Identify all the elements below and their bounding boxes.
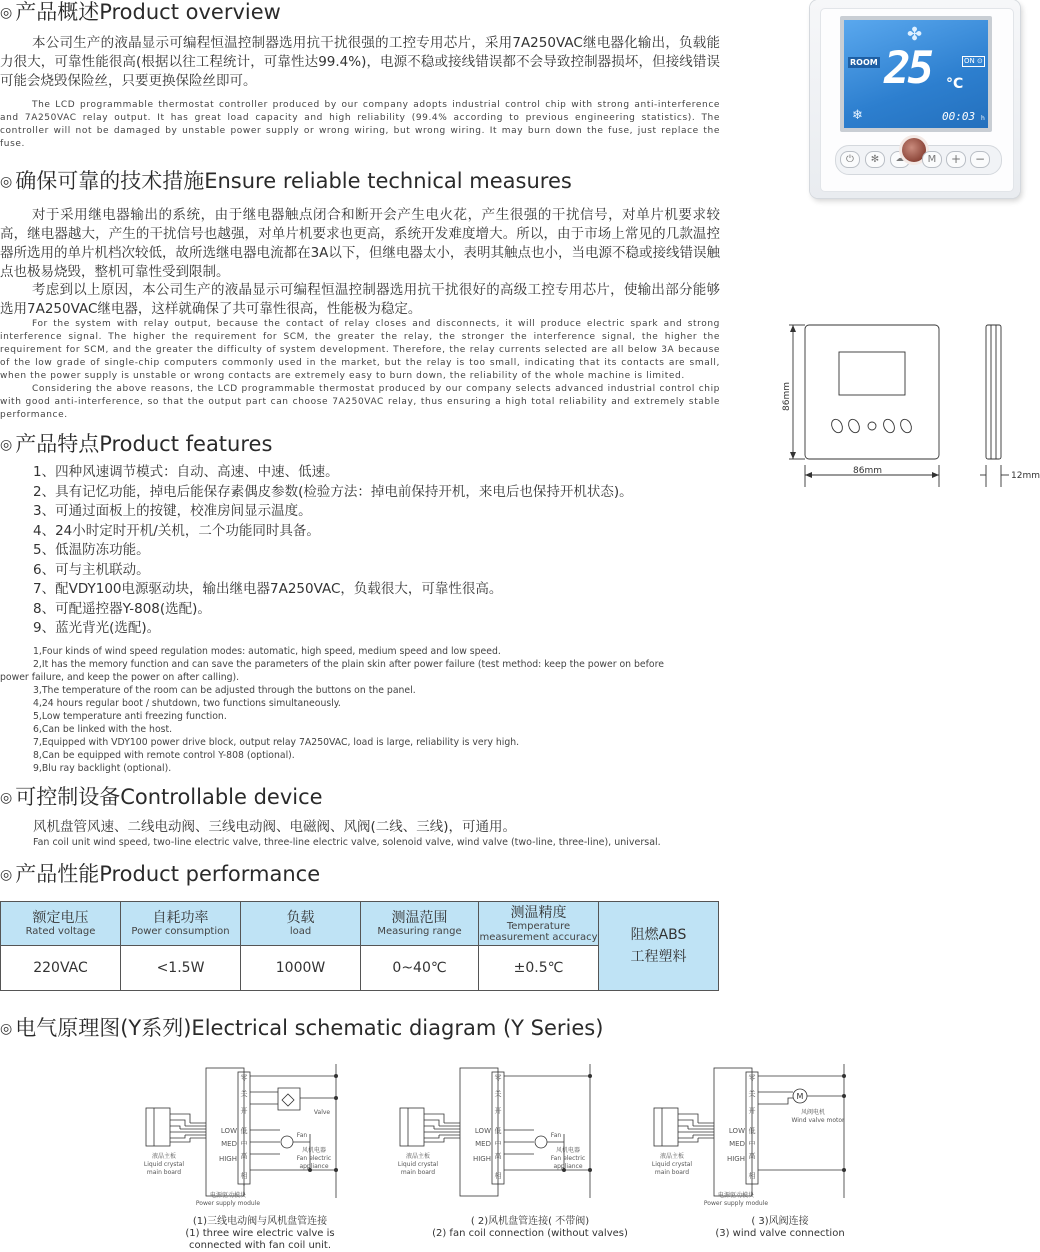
- electrical-title: 电气原理图(Y系列)Electrical schematic diagram (Y Series): [15, 1016, 604, 1040]
- table-cell: 1000W: [241, 946, 361, 991]
- speed-label: MED: [729, 1140, 745, 1148]
- overview-en: The LCD programmable thermostat controller produced by our company adopts industrial control chip with strong anti-interference and 7A250VAC relay output. It has great load capacity and high reliability (99.4% according to previous engineering statistics). The controller will not be damaged by unstable power supply or wrong wiring, but wrong wiring. It may burn down the fuse, just replace the fuse.: [0, 100, 720, 149]
- performance-title: 产品性能Product performance: [15, 862, 321, 886]
- terminal-label: 开: [748, 1107, 756, 1115]
- reliable-en1: For the system with relay output, because the contact of relay closes and disconnects, it will produce electric spark and strong interference signal. The higher the requirement for SCM, the greater the relay, the stronger the interference signal, the higher the requirement for SCM, and the greater the difficulty of system development. Therefore, the relay currents selected are all below 3A because of the low grade of single-chip computers commonly used in the market, but the relay is too small, indicating that its contacts are small, when the power supply is unstable or wrong contacts are extremely easy to burn down, the reliability of the whole machine is limited.: [0, 319, 720, 381]
- terminal-label: 相: [240, 1172, 248, 1180]
- speed-label: LOW: [220, 1127, 237, 1135]
- board-label: main board: [146, 1169, 182, 1176]
- features-en-list: [0, 645, 664, 775]
- overview-zh: 本公司生产的液晶显示可编程恒温控制器选用抗干扰很强的工控专用芯片，采用7A250VAC继电器化输出，负载能力很大，可靠性能很高(根据以往工程统计，可靠性达99.4%)，电源不稳或接线错误都不会导致控制器损坏，但接线错误可能会烧毁保险丝，只要更换保险丝即可。: [0, 35, 720, 89]
- bullet-icon: ◎: [0, 790, 13, 806]
- board-label: Liquid crystal: [143, 1161, 185, 1168]
- bullet-icon: ◎: [0, 1021, 13, 1037]
- speed-label: LOW: [474, 1127, 491, 1135]
- terminal-label: 低: [494, 1127, 502, 1135]
- temperature-display: 25: [884, 43, 931, 94]
- terminal-label: 关: [240, 1090, 248, 1098]
- board-connector: [146, 1108, 170, 1146]
- terminal-label: 中: [240, 1140, 248, 1148]
- timer-suffix: h: [981, 115, 985, 122]
- table-header-cell: 自耗功率 Power consumption: [121, 902, 241, 946]
- speed-label: MED: [475, 1140, 491, 1148]
- front-view-screen: [839, 352, 905, 395]
- list-item: 8,Can be equipped with remote control Y-808 (optional).: [33, 750, 295, 761]
- table-cell: 0~40℃: [361, 946, 479, 991]
- speed-label: MED: [221, 1140, 237, 1148]
- m-button[interactable]: M: [922, 151, 942, 168]
- list-item: 4,24 hours regular boot / shutdown, two functions simultaneously.: [33, 698, 341, 709]
- table-header-cell: 额定电压 Rated voltage: [1, 902, 121, 946]
- dimension-drawing: [775, 315, 1040, 490]
- features-zh-list: [33, 463, 633, 639]
- board-label: Liquid crystal: [651, 1161, 693, 1168]
- list-item: power failure, and keep the power on after calling).: [0, 672, 240, 683]
- lcd-screen: [844, 20, 988, 128]
- mode-button[interactable]: ☁: [890, 151, 910, 168]
- board-label: main board: [400, 1169, 436, 1176]
- terminal-label: 相: [748, 1172, 756, 1180]
- schematic-diagram-3: [648, 1058, 868, 1210]
- fan-label: Fan: [296, 1132, 308, 1139]
- table-cell: ±0.5℃: [479, 946, 599, 991]
- board-label: Liquid crystal: [397, 1161, 439, 1168]
- features-title: 产品特点Product features: [15, 432, 273, 456]
- table-cell: 220VAC: [1, 946, 121, 991]
- psu-label: Power supply module: [703, 1200, 769, 1207]
- width-dimension: 86mm: [853, 466, 882, 476]
- list-item: 7,Equipped with VDY100 power drive block, output relay 7A250VAC, load is large, reliability is very high.: [33, 737, 520, 748]
- terminal-label: 零: [494, 1074, 502, 1082]
- bullet-icon: ◎: [0, 5, 13, 21]
- reliable-en2: Considering the above reasons, the LCD programmable thermostat produced by our company selects advanced industrial control chip with good anti-interference, so that the output part can choose 7A250VAC relay, thus ensuring a high total reliability and extremely stable performance.: [0, 384, 720, 420]
- psu-label: 电源驱动模块: [717, 1192, 755, 1199]
- list-item: 2,It has the memory function and can save the parameters of the plain skin after power failure (test method: keep the power on before: [33, 659, 664, 670]
- list-item: 4、24小时定时开机/关机，二个功能同时具备。: [33, 522, 320, 539]
- speed-label: LOW: [728, 1127, 745, 1135]
- caption-2: ( 2)风机盘管连接( 不带阀) (2) fan coil connection (without valves): [432, 1216, 628, 1239]
- terminal-label: 低: [240, 1127, 248, 1135]
- overview-title: 产品概述Product overview: [15, 0, 281, 24]
- bullet-icon: ◎: [0, 174, 13, 190]
- list-item: 8、可配遥控器Y-808(选配)。: [33, 600, 211, 617]
- bullet-icon: ◎: [0, 437, 13, 453]
- list-item: 5、低温防冻功能。: [33, 542, 150, 558]
- motor-letter: M: [796, 1092, 804, 1101]
- caption-3: ( 3)风阀连接 (3) wind valve connection: [715, 1216, 845, 1239]
- table-header-cell: 负载 load: [241, 902, 361, 946]
- list-item: 3、可通过面板上的按键，校准房间显示温度。: [33, 503, 312, 519]
- fan-label: 风机电器: [301, 1147, 327, 1154]
- terminal-label: 高: [494, 1152, 502, 1160]
- board-label: 液晶主板: [151, 1153, 177, 1160]
- terminal-label: 低: [748, 1127, 756, 1135]
- speed-label: HIGH: [472, 1155, 491, 1163]
- minus-button[interactable]: −: [970, 151, 990, 168]
- thermostat-photo: [810, 0, 1020, 198]
- features-heading: [0, 432, 272, 457]
- reliable-zh2: 考虑到以上原因，本公司生产的液晶显示可编程恒温控制器选用抗干扰很好的高级工控专用芯片，使输出部分能够选用7A250VAC继电器，这样就确保了共可靠性很高，性能极为稳定。: [0, 282, 720, 317]
- terminal-label: 高: [240, 1152, 248, 1160]
- room-label: ROOM: [850, 58, 878, 67]
- temperature-unit: °C: [946, 76, 964, 92]
- terminal-label: 关: [748, 1090, 756, 1098]
- bullet-icon: ◎: [0, 867, 13, 883]
- terminal-label: 零: [240, 1074, 248, 1082]
- table-header-cell: 测温范围 Measuring range: [361, 902, 479, 946]
- board-label: 液晶主板: [659, 1153, 685, 1160]
- power-button[interactable]: ⏻: [840, 151, 860, 168]
- controllable-zh: 风机盘管风速、二线电动阀、三线电动阀、电磁阀、风阀(二线、三线)，可通用。: [33, 819, 517, 835]
- list-item: 2、具有记忆功能，掉电后能保存素偶皮参数(检验方法：掉电前保持开机，来电后也保持开机状态)。: [33, 483, 633, 500]
- terminal-label: 零: [748, 1074, 756, 1082]
- terminal-label: 关: [494, 1090, 502, 1098]
- fan-label: Fan electric: [550, 1155, 586, 1162]
- terminal-label: 高: [748, 1152, 756, 1160]
- list-item: 5,Low temperature anti freezing function.: [33, 711, 227, 722]
- valve-label: Valve: [313, 1109, 331, 1116]
- lcd-bezel: [840, 16, 992, 132]
- overview-heading: [0, 0, 281, 25]
- timer-display: 00:03: [942, 110, 976, 123]
- fan-label: appliance: [299, 1163, 329, 1170]
- list-item: 1,Four kinds of wind speed regulation modes: automatic, high speed, medium speed and low speed.: [33, 646, 501, 657]
- reliable-title: 确保可靠的技术措施Ensure reliable technical measures: [15, 169, 572, 193]
- electrical-heading: [0, 1016, 603, 1041]
- schematic-diagram-2: [394, 1058, 614, 1210]
- board-label: 液晶主板: [405, 1153, 431, 1160]
- schematic-diagram-1: [140, 1058, 360, 1210]
- list-item: 3,The temperature of the room can be adjusted through the buttons on the panel.: [33, 685, 416, 696]
- fan-icon: ✤: [907, 24, 923, 45]
- fan-label: 风机电器: [555, 1147, 581, 1154]
- side-view-outline: [986, 325, 1001, 459]
- terminal-label: 相: [494, 1172, 502, 1180]
- list-item: 9,Blu ray backlight (optional).: [33, 763, 172, 774]
- fan-label: Fan: [550, 1132, 562, 1139]
- table-header-cell: 测温精度 Temperature measurement accuracy: [479, 902, 599, 946]
- terminal-label: 中: [748, 1140, 756, 1148]
- terminal-label: 开: [494, 1107, 502, 1115]
- terminal-label: 中: [494, 1140, 502, 1148]
- controllable-heading: [0, 785, 323, 810]
- caption-1: (1)三线电动阀与风机盘管连接 (1) three wire electric valve is connected with fan coil unit.: [185, 1216, 335, 1251]
- list-item: 6、可与主机联动。: [33, 561, 150, 578]
- onoff-indicator: ON ⊙: [964, 57, 983, 65]
- reliable-heading: [0, 169, 572, 194]
- material-cell: 阻燃ABS 工程塑料: [599, 902, 719, 991]
- plus-button[interactable]: +: [946, 151, 966, 168]
- speed-label: HIGH: [726, 1155, 745, 1163]
- board-label: main board: [654, 1169, 690, 1176]
- front-view-outline: [805, 325, 939, 459]
- controllable-title: 可控制设备Controllable device: [15, 785, 323, 809]
- psu-label: 电源驱动模块: [209, 1192, 247, 1199]
- performance-table: [0, 901, 719, 991]
- list-item: 9、蓝光背光(选配)。: [33, 620, 161, 636]
- list-item: 1、四种风速调节模式：自动、高速、中速、低速。: [33, 464, 339, 480]
- terminal-label: 开: [240, 1107, 248, 1115]
- height-dimension: 86mm: [782, 382, 792, 411]
- list-item: 7、配VDY100电源驱动块，输出继电器7A250VAC，负载很大，可靠性很高。: [33, 581, 503, 597]
- speed-label: HIGH: [218, 1155, 237, 1163]
- controllable-en: Fan coil unit wind speed, two-line electric valve, three-line electric valve, solenoid valve, wind valve (two-line, three-line), universal.: [33, 837, 661, 848]
- list-item: 6,Can be linked with the host.: [33, 724, 173, 735]
- table-cell: <1.5W: [121, 946, 241, 991]
- reliable-zh1: 对于采用继电器输出的系统，由于继电器触点闭合和断开会产生电火花，产生很强的干扰信号，对单片机要求较高，继电器越大，产生的干扰信号也越强，对单片机要求也更高，系统开发难度增大。所以，由于市场上常见的几款温控器所选用的单片机档次较低，故所选继电器电流都在3A以下，但继电器太小，表明其触点也小，当电源不稳或接线错误触点也极易烧毁，整机可靠性受到限制。: [0, 207, 720, 280]
- performance-heading: [0, 862, 320, 887]
- motor-label: Wind valve motor: [791, 1117, 845, 1124]
- motor-label: 风阀电机: [800, 1109, 826, 1116]
- table-header-row: [1, 902, 719, 946]
- depth-dimension: 12mm: [1011, 471, 1040, 481]
- fan-label: Fan electric: [296, 1155, 332, 1162]
- fan-speed-button[interactable]: ✻: [865, 151, 885, 168]
- psu-label: Power supply module: [195, 1200, 261, 1207]
- fan-label: appliance: [553, 1163, 583, 1170]
- snowflake-icon: ❄: [852, 108, 863, 123]
